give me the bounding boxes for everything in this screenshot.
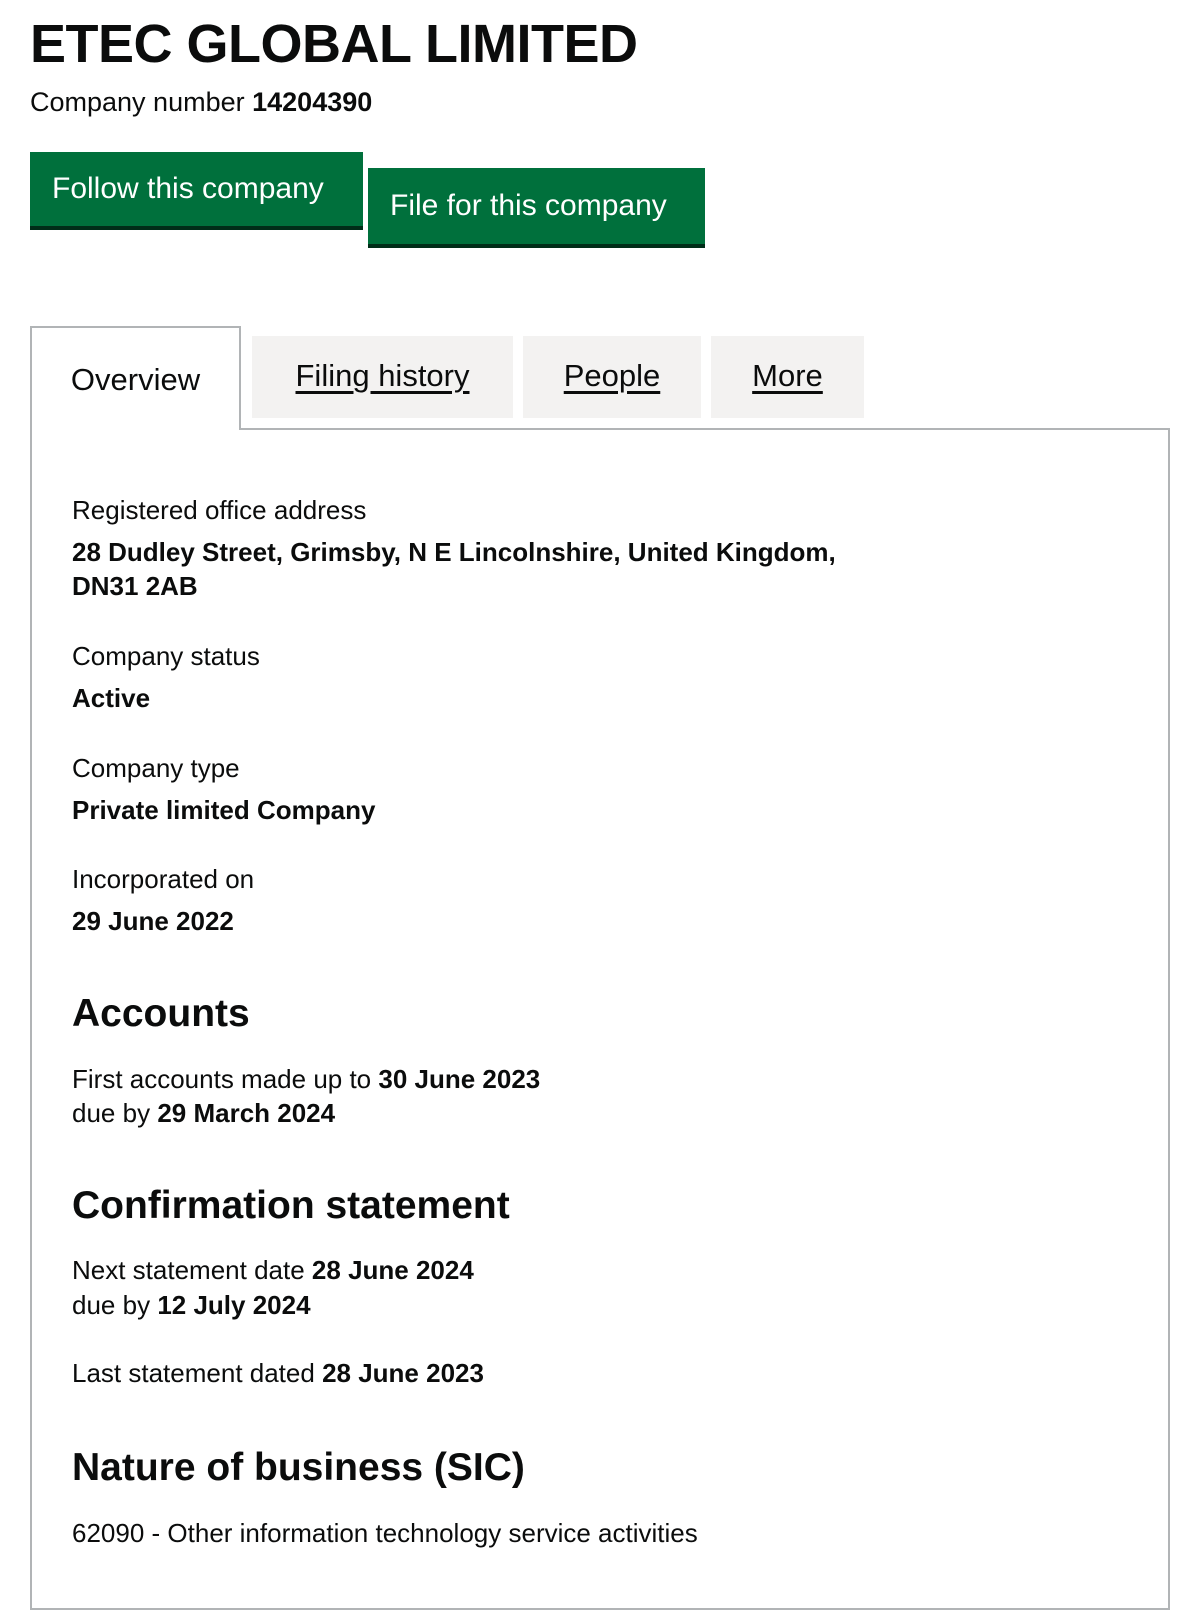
company-type-label: Company type <box>72 753 240 783</box>
tab-people[interactable]: People <box>523 336 701 418</box>
company-status-value: Active <box>72 683 151 713</box>
company-number-label: Company number <box>30 87 245 117</box>
first-accounts-text: First accounts made up to <box>72 1064 372 1094</box>
sic-code-entry: 62090 - Other information technology service activities <box>72 1518 698 1548</box>
tab-overview[interactable]: Overview <box>30 326 241 430</box>
registered-office-label: Registered office address <box>72 495 367 525</box>
registered-office-line2: DN31 2AB <box>72 571 198 601</box>
company-name: ETEC GLOBAL LIMITED <box>30 14 638 74</box>
last-statement-date: 28 June 2023 <box>322 1358 484 1388</box>
next-statement-line <box>72 1253 474 1287</box>
accounts-due-text: due by <box>72 1098 151 1128</box>
company-status-label: Company status <box>72 641 260 671</box>
accounts-due-line <box>72 1096 335 1130</box>
next-statement-text: Next statement date <box>72 1255 305 1285</box>
first-accounts-line <box>72 1062 540 1096</box>
tab-filing-history[interactable]: Filing history <box>252 336 513 418</box>
file-for-company-button[interactable]: File for this company <box>368 168 705 244</box>
accounts-heading: Accounts <box>72 992 250 1035</box>
company-type-value: Private limited Company <box>72 795 376 825</box>
registered-office-line1: 28 Dudley Street, Grimsby, N E Lincolnshire, United Kingdom, <box>72 537 836 567</box>
last-statement-line <box>72 1356 484 1390</box>
confirmation-due-text: due by <box>72 1290 151 1320</box>
accounts-due-date: 29 March 2024 <box>157 1098 336 1128</box>
company-number-value: 14204390 <box>252 87 373 117</box>
next-statement-date: 28 June 2024 <box>311 1255 474 1285</box>
last-statement-text: Last statement dated <box>72 1358 315 1388</box>
confirmation-due-line <box>72 1288 311 1322</box>
tab-more[interactable]: More <box>711 336 864 418</box>
confirmation-heading: Confirmation statement <box>72 1184 510 1227</box>
incorporated-label: Incorporated on <box>72 864 255 894</box>
first-accounts-date: 30 June 2023 <box>378 1064 541 1094</box>
confirmation-due-date: 12 July 2024 <box>157 1290 311 1320</box>
nature-of-business-heading: Nature of business (SIC) <box>72 1446 525 1489</box>
follow-company-button[interactable]: Follow this company <box>30 152 363 226</box>
incorporated-value: 29 June 2022 <box>72 906 234 936</box>
company-number <box>30 84 372 120</box>
